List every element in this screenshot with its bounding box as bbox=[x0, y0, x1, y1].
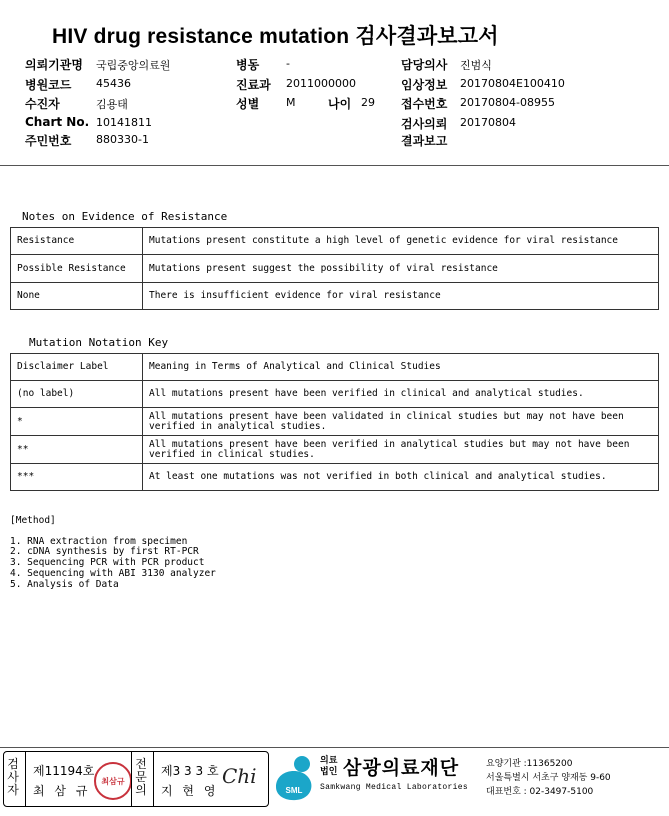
institution-label: 의뢰기관명 bbox=[25, 58, 83, 72]
evidence-table bbox=[10, 227, 659, 310]
org-phone: 대표번호 : 02-3497-5100 bbox=[486, 787, 594, 797]
institution-value: 국립중앙의료원 bbox=[96, 59, 171, 72]
evidence-row bbox=[11, 228, 659, 255]
clinical-info-label: 임상정보 bbox=[401, 78, 448, 92]
inspector-name: 최 삼 규 bbox=[33, 784, 91, 798]
header-divider bbox=[0, 165, 669, 166]
age-value: 29 bbox=[361, 96, 375, 109]
notation-text: All mutations present have been verified in clinical and analytical studies. bbox=[143, 381, 659, 408]
physician-value: 진범식 bbox=[460, 59, 492, 72]
method-step: 5. Analysis of Data bbox=[10, 579, 119, 590]
receipt-no-label: 접수번호 bbox=[401, 97, 448, 111]
age-label: 나이 bbox=[328, 97, 352, 111]
inspector-license: 제11194호 bbox=[33, 764, 95, 778]
receipt-no-value: 20170804-08955 bbox=[460, 96, 555, 109]
report-title: HIV drug resistance mutation 검사결과보고서 bbox=[52, 25, 499, 48]
notation-header-label: Disclaimer Label bbox=[11, 354, 143, 381]
inspector-seal: 최삼규 bbox=[94, 762, 132, 800]
sex-label: 성별 bbox=[236, 97, 260, 111]
patient-value: 김용태 bbox=[96, 98, 128, 111]
evidence-text: Mutations present suggest the possibility of viral resistance bbox=[143, 255, 659, 283]
method-step: 2. cDNA synthesis by first RT-PCR bbox=[10, 546, 199, 557]
evidence-text: There is insufficient evidence for viral resistance bbox=[143, 283, 659, 310]
notation-row bbox=[11, 408, 659, 436]
clinical-info-value: 20170804E100410 bbox=[460, 77, 565, 90]
notation-row bbox=[11, 464, 659, 491]
notation-label: * bbox=[11, 408, 143, 436]
method-step: 4. Sequencing with ABI 3130 analyzer bbox=[10, 568, 216, 579]
sex-value: M bbox=[286, 96, 296, 109]
evidence-row bbox=[11, 283, 659, 310]
notation-header-text: Meaning in Terms of Analytical and Clinical Studies bbox=[143, 354, 659, 381]
specialist-divider bbox=[131, 751, 132, 806]
resident-no-label: 주민번호 bbox=[25, 134, 72, 148]
ward-value: - bbox=[286, 57, 290, 70]
department-value: 2011000000 bbox=[286, 77, 356, 90]
department-label: 진료과 bbox=[236, 78, 271, 92]
chart-no-label: Chart No. bbox=[25, 115, 90, 129]
org-name: 삼광의료재단 bbox=[343, 757, 460, 779]
specialist-license: 제3 3 3 호 bbox=[161, 764, 219, 778]
notation-header-row bbox=[11, 354, 659, 381]
evidence-label: None bbox=[11, 283, 143, 310]
method-step: 1. RNA extraction from specimen bbox=[10, 536, 188, 547]
notation-text: All mutations present have been verified in analytical studies but may not have been verified in clinical studies. bbox=[143, 436, 659, 464]
notation-label: *** bbox=[11, 464, 143, 491]
logo-text: SML bbox=[285, 786, 303, 795]
evidence-title: Notes on Evidence of Resistance bbox=[22, 210, 228, 223]
org-english: Samkwang Medical Laboratories bbox=[320, 783, 468, 792]
ward-label: 병동 bbox=[236, 58, 260, 72]
evidence-text: Mutations present constitute a high level of genetic evidence for viral resistance bbox=[143, 228, 659, 255]
org-address: 서울특별시 서초구 양재동 9-60 bbox=[486, 773, 611, 783]
method-title: [Method] bbox=[10, 515, 56, 526]
notation-text: At least one mutations was not verified in both clinical and analytical studies. bbox=[143, 464, 659, 491]
evidence-label: Resistance bbox=[11, 228, 143, 255]
footer-divider bbox=[0, 747, 669, 748]
resident-no-value: 880330-1 bbox=[96, 133, 149, 146]
hospital-code-value: 45436 bbox=[96, 77, 131, 90]
specialist-divider-2 bbox=[153, 751, 154, 806]
specialist-signature: Chi bbox=[222, 764, 257, 788]
hospital-code-label: 병원코드 bbox=[25, 78, 72, 92]
sml-logo-icon bbox=[272, 753, 318, 803]
evidence-label: Possible Resistance bbox=[11, 255, 143, 283]
notation-row bbox=[11, 381, 659, 408]
request-date-label: 검사의뢰 bbox=[401, 117, 448, 131]
specialist-vertical-label: 전 문 의 bbox=[135, 757, 147, 797]
chart-no-value: 10141811 bbox=[96, 116, 152, 129]
physician-label: 담당의사 bbox=[401, 58, 448, 72]
institution-code: 요양기관 :11365200 bbox=[486, 759, 573, 769]
request-date-value: 20170804 bbox=[460, 116, 516, 129]
notation-row bbox=[11, 436, 659, 464]
notation-label: (no label) bbox=[11, 381, 143, 408]
notation-table bbox=[10, 353, 659, 491]
evidence-row bbox=[11, 255, 659, 283]
notation-label: ** bbox=[11, 436, 143, 464]
org-type: 의료 법인 bbox=[320, 756, 338, 777]
specialist-name: 지 현 영 bbox=[161, 784, 219, 798]
notation-title: Mutation Notation Key bbox=[29, 336, 169, 349]
method-step: 3. Sequencing PCR with PCR product bbox=[10, 557, 205, 568]
result-report-label: 결과보고 bbox=[401, 134, 448, 148]
inspector-divider bbox=[25, 751, 26, 806]
inspector-vertical-label: 검 사 자 bbox=[7, 757, 19, 797]
patient-label: 수진자 bbox=[25, 97, 60, 111]
notation-text: All mutations present have been validated in clinical studies but may not have been verified in analytical studies. bbox=[143, 408, 659, 436]
